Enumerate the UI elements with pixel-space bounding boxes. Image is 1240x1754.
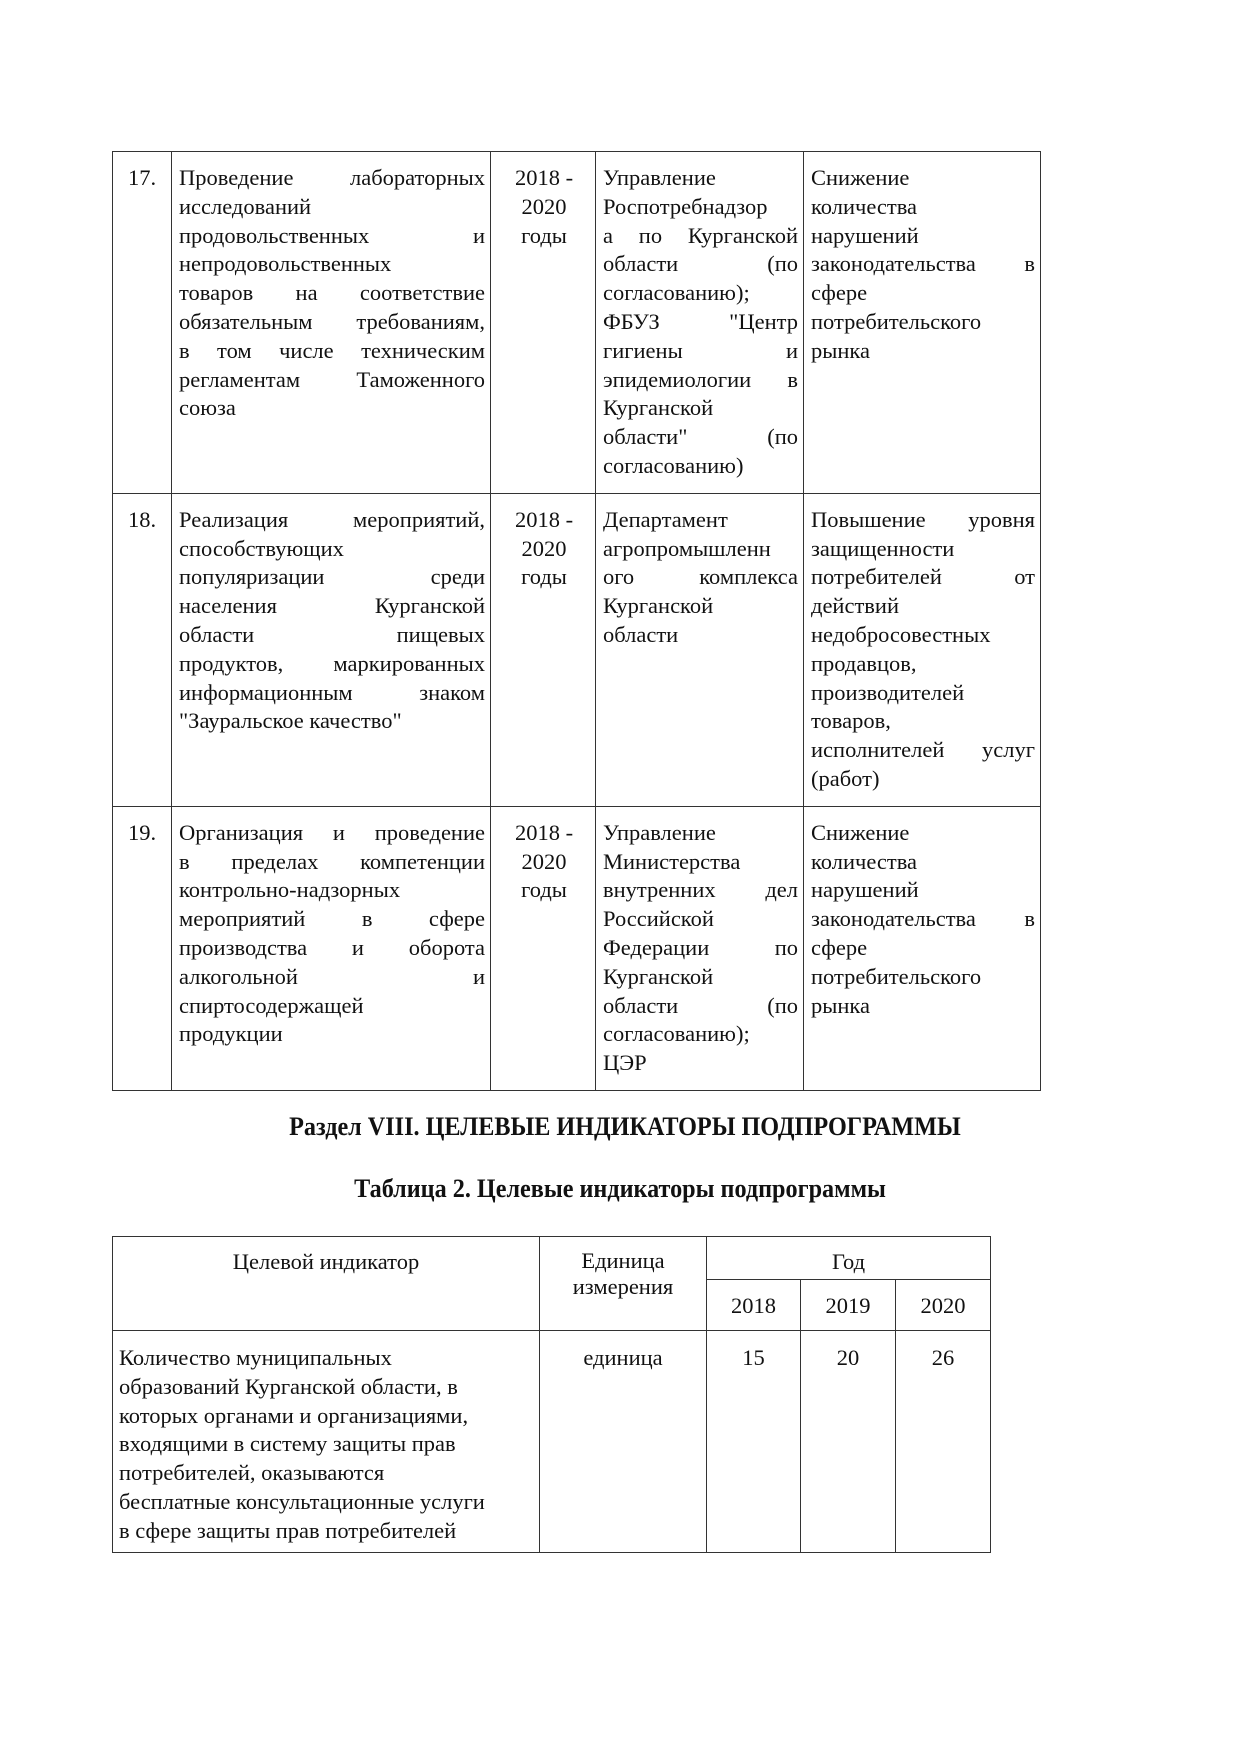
text-line: действий [811, 593, 900, 619]
text-line: сфере [811, 280, 868, 306]
indicators-table [112, 1236, 991, 1553]
text-line: исполнителей услуг [811, 737, 1035, 763]
text-line: "Зауральское качество" [179, 708, 402, 734]
header-unit: Единица измерения [540, 1237, 707, 1331]
text-line: рынка [811, 337, 870, 363]
text-line: согласованию) [603, 452, 744, 478]
text-line: 2020 [521, 193, 567, 219]
text-line: входящими в систему защиты прав [119, 1431, 456, 1457]
measure-result [804, 493, 1041, 806]
section-heading: Раздел VIII. ЦЕЛЕВЫЕ ИНДИКАТОРЫ ПОДПРОГРАММЫ [289, 1112, 961, 1141]
text-line: рынка [811, 992, 870, 1018]
text-line: Курганской [603, 963, 714, 989]
text-line: продукции [179, 1021, 283, 1047]
table-row [113, 1331, 991, 1553]
text-line: ого комплекса [603, 564, 798, 590]
indicator-text [113, 1331, 540, 1553]
text-line: продавцов, [811, 650, 917, 676]
text-line: гигиены и [603, 337, 798, 363]
row-number: 19. [113, 806, 172, 1090]
text-line: агропромышленн [603, 535, 771, 561]
text-line: товаров, [811, 708, 891, 734]
header-indicator: Целевой индикатор [113, 1237, 540, 1331]
row-number: 17. [113, 152, 172, 494]
indicator-value-2018: 15 [707, 1331, 801, 1553]
text-line: 2020 [521, 848, 567, 874]
header-year-2018: 2018 [707, 1280, 801, 1331]
text-line: Реализация мероприятий, [179, 506, 485, 532]
text-line: а по Курганской [603, 222, 798, 248]
text-line: бесплатные консультационные услуги [119, 1488, 485, 1514]
text-line: производителей [811, 679, 965, 705]
text-line: Курганской [603, 395, 714, 421]
text-line: области (по [603, 251, 798, 277]
text-line: ФБУЗ "Центр [603, 308, 798, 334]
measure-description [172, 493, 491, 806]
text-line: потребителей от [811, 564, 1035, 590]
text-line: Организация и проведение [179, 819, 485, 845]
text-line: Количество муниципальных [119, 1345, 392, 1370]
text-line: Повышение уровня [811, 506, 1035, 532]
text-line: законодательства в [811, 251, 1035, 277]
text-line: Федерации по [603, 934, 798, 960]
text-line: количества [811, 193, 918, 219]
text-line: Управление [603, 819, 716, 845]
indicator-value-2020: 26 [896, 1331, 991, 1553]
text-line: годы [521, 877, 567, 903]
indicator-value-2019: 20 [801, 1331, 896, 1553]
indicator-unit: единица [540, 1331, 707, 1553]
measure-period [491, 493, 596, 806]
table-row [113, 152, 1041, 494]
measure-description [172, 152, 491, 494]
measure-result [804, 152, 1041, 494]
measure-period [491, 152, 596, 494]
text-line: эпидемиологии в [603, 366, 798, 392]
header-year-2020: 2020 [896, 1280, 991, 1331]
text-line: внутренних дел [603, 877, 798, 903]
text-line: 2018 - [514, 506, 574, 532]
text-line: контрольно-надзорных [179, 877, 401, 903]
text-line: спиртосодержащей [179, 992, 364, 1018]
text-line: Снижение [811, 819, 910, 845]
measure-description [172, 806, 491, 1090]
text-line: продуктов, маркированных [179, 650, 485, 676]
text-line: количества [811, 848, 918, 874]
text-line: Департамент [603, 506, 728, 532]
measure-period [491, 806, 596, 1090]
header-year-2019: 2019 [801, 1280, 896, 1331]
measures-table [112, 151, 1041, 1091]
text-line: (работ) [811, 765, 880, 791]
text-line: регламентам Таможенного [179, 366, 485, 392]
text-line: популяризации среди [179, 564, 485, 590]
text-line: союза [179, 395, 236, 421]
text-line: области" (по [603, 424, 798, 450]
header-year-group: Год [707, 1237, 991, 1280]
text-line: потребителей, оказываются [119, 1460, 385, 1486]
text-line: мероприятий в сфере [179, 906, 485, 932]
text-line: 2018 - [514, 819, 574, 845]
row-number: 18. [113, 493, 172, 806]
text-line: Снижение [811, 165, 910, 190]
text-line: области пищевых [179, 621, 485, 647]
measure-executor [596, 152, 804, 494]
text-line: ЦЭР [603, 1050, 647, 1076]
text-line: области [603, 621, 679, 647]
text-line: Министерства [603, 848, 741, 874]
text-line: товаров на соответствие [179, 280, 485, 306]
text-line: информационным знаком [179, 679, 485, 705]
text-line: согласованию); [603, 280, 750, 306]
text-line: 2018 - [514, 165, 574, 190]
text-line: потребительского [811, 963, 982, 989]
text-line: недобросовестных [811, 621, 991, 647]
text-line: непродовольственных [179, 251, 392, 277]
text-line: которых органами и организациями, [119, 1402, 469, 1428]
text-line: потребительского [811, 308, 982, 334]
text-line: способствующих [179, 535, 344, 561]
text-line: законодательства в [811, 906, 1035, 932]
text-line: сфере [811, 934, 868, 960]
text-line: нарушений [811, 877, 919, 903]
text-line: в пределах компетенции [179, 848, 485, 874]
text-line: Курганской [603, 593, 714, 619]
text-line: образований Курганской области, в [119, 1373, 458, 1399]
text-line: обязательным требованиям, [179, 308, 485, 334]
text-line: Управление [603, 165, 716, 190]
table-row [113, 806, 1041, 1090]
text-line: нарушений [811, 222, 919, 248]
text-line: в сфере защиты прав потребителей [119, 1517, 457, 1543]
text-line: согласованию); [603, 1021, 750, 1047]
indicators-header-row [113, 1237, 991, 1280]
text-line: области (по [603, 992, 798, 1018]
measure-result [804, 806, 1041, 1090]
text-line: продовольственных и [179, 222, 485, 248]
text-line: Российской [603, 906, 714, 932]
text-line: исследований [179, 193, 312, 219]
table2-title: Таблица 2. Целевые индикаторы подпрограммы [354, 1174, 886, 1203]
table-row [113, 493, 1041, 806]
text-line: алкогольной и [179, 963, 485, 989]
text-line: 2020 [521, 535, 567, 561]
text-line: производства и оборота [179, 934, 485, 960]
text-line: в том числе техническим [179, 337, 485, 363]
measure-executor [596, 493, 804, 806]
text-line: населения Курганской [179, 593, 485, 619]
text-line: годы [521, 222, 567, 248]
text-line: Роспотребнадзор [603, 193, 768, 219]
text-line: годы [521, 564, 567, 590]
text-line: защищенности [811, 535, 955, 561]
measure-executor [596, 806, 804, 1090]
text-line: Проведение лабораторных [179, 165, 485, 190]
